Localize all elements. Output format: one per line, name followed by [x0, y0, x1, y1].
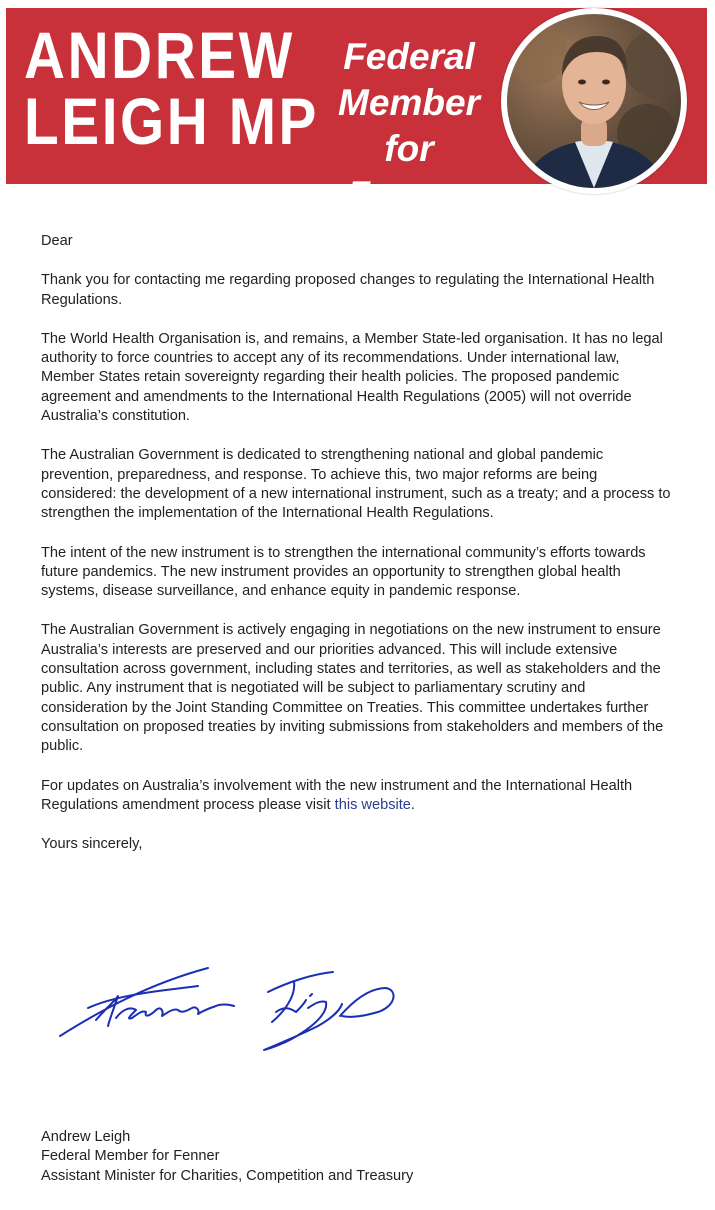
handwritten-signature [58, 960, 408, 1060]
paragraph-5: The Australian Government is actively engaging in negotiations on the new instrument to ensure Australia’s interests are preserved and our priorities advanced. This will include extensive consultation across government, including states and territories, as well as stakeholders and the public. Any instrument that is negotiated will be subject to parliamentary scrutiny and consideration by the Joint Standing Committee on Treaties. This committee undertakes further consultation on proposed treaties by inviting submissions from stakeholders and members of the public. [41, 622, 664, 755]
member-title-line3: for Fenner [347, 128, 471, 215]
paragraph-6-end: . [410, 796, 415, 813]
portrait-photo-icon [501, 8, 687, 194]
salutation: Dear [41, 233, 73, 249]
member-name-line2: LEIGH MP [24, 84, 319, 158]
paragraph-6-text: For updates on Australia’s involvement with the new instrument and the International Health Regulations amendment process please visit [41, 777, 633, 813]
paragraph-4: The intent of the new instrument is to strengthen the international community’s efforts towards future pandemics. The new instrument provides an opportunity to strengthen global health systems, disease surveillance, and enhance equity in pandemic response. [41, 544, 646, 600]
website-link[interactable]: this website [334, 796, 411, 813]
member-name-line1: ANDREW [24, 18, 295, 92]
signoff-role-2: Assistant Minister for Charities, Competition and Treasury [41, 1167, 414, 1184]
portrait-illustration [507, 14, 681, 188]
member-name [24, 18, 319, 158]
member-title-line1: Federal [343, 36, 475, 77]
member-title-line2: Member [338, 82, 480, 123]
letter-body [41, 232, 676, 874]
closing: Yours sincerely, [41, 836, 143, 853]
signoff-block [41, 1128, 413, 1186]
member-title [324, 34, 494, 218]
signoff-role-1: Federal Member for Fenner [41, 1148, 220, 1165]
paragraph-3: The Australian Government is dedicated to strengthening national and global pandemic prevention, preparedness, and response. To achieve this, two major reforms are being considered: the development of a new international instrument, such as a treaty; and a process to strengthen the implementation of the International Health Regulations. [41, 447, 671, 522]
paragraph-1: Thank you for contacting me regarding proposed changes to regulating the International Health Regulations. [41, 272, 655, 308]
paragraph-6 [41, 777, 676, 816]
letterhead-banner [6, 8, 707, 215]
signoff-name: Andrew Leigh [41, 1129, 131, 1145]
paragraph-2: The World Health Organisation is, and remains, a Member State-led organisation. It has no legal authority to force countries to accept any of its recommendations. Under international law, Member States retain sovereignty regarding their health policies. The proposed pandemic agreement and amendments to the International Health Regulations (2005) will not override Australia’s constitution. [41, 330, 663, 425]
